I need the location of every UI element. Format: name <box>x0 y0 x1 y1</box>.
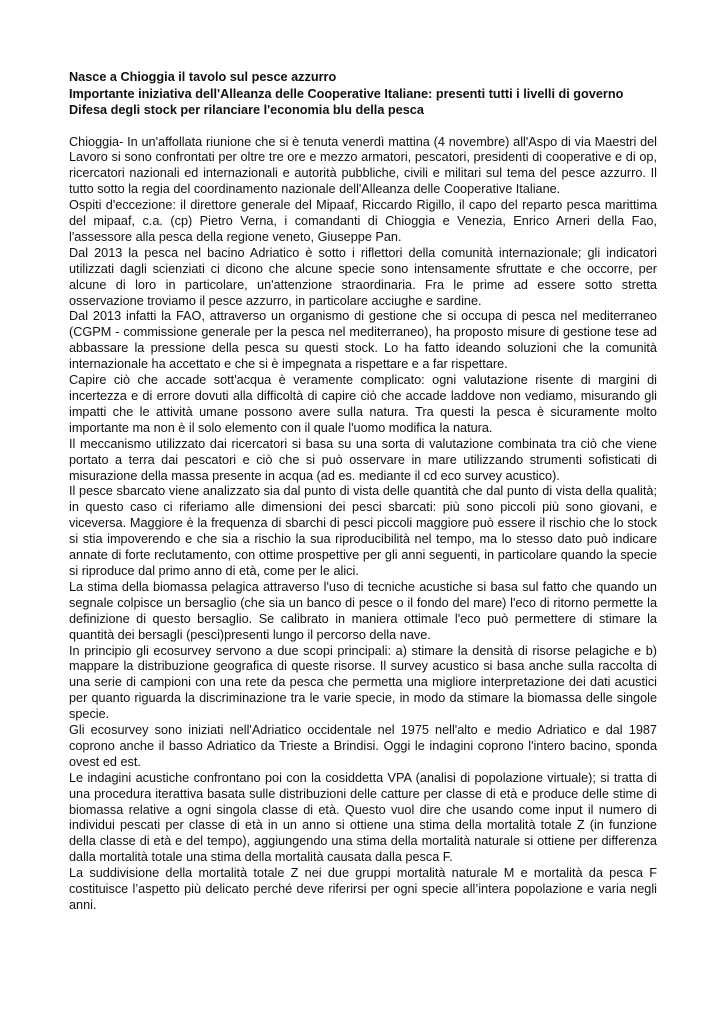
paragraph: Dal 2013 infatti la FAO, attraverso un organismo di gestione che si occupa di pesca nel mediterraneo (CGPM - commissione generale per la pesca nel mediterraneo), ha proposto misure di gestione tese ad abbassare la pressione della pesca su questi stock. Lo ha fatto ideando soluzioni che la comunità internazionale ha accettato e che si è impegnata a rispettare e a far rispettare. <box>69 309 657 372</box>
spacer <box>69 119 657 135</box>
subheadline-2: Difesa degli stock per rilanciare l'economia blu della pesca <box>69 103 424 117</box>
paragraph: La stima della biomassa pelagica attraverso l'uso di tecniche acustiche si basa sul fatto che quando un segnale colpisce un bersaglio (che sia un banco di pesce o il fondo del mare) l'eco di ritorno permette la definizione di questo bersaglio. Se calibrato in maniera ottimale l'eco può permettere di stimare la quantità dei bersagli (pesci)presenti lungo il percorso della nave. <box>69 579 657 642</box>
paragraph: Chioggia- In un'affollata riunione che si è tenuta venerdì mattina (4 novembre) all'Aspo di via Maestri del Lavoro si sono confrontati per oltre tre ore e mezzo armatori, pescatori, presidenti di cooperative e di op, ricercatori nazionali ed internazionali e autorità pubbliche, civili e militari sul tema del pesce azzurro. Il tutto sotto la regia del coordinamento nazionale dell'Alleanza delle Cooperative Italiane. <box>69 134 657 197</box>
paragraph: La suddivisione della mortalità totale Z nei due gruppi mortalità naturale M e mortalità da pesca F costituisce l’aspetto più delicato perché deve riferirsi per ogni specie all’intera popolazione e varia negli anni. <box>69 866 657 912</box>
paragraph: Il meccanismo utilizzato dai ricercatori si basa su una sorta di valutazione combinata tra ciò che viene portato a terra dai pescatori e ciò che si può osservare in mare utilizzando strumenti sofisticati di misurazione della massa presente in acqua (ad es. mediante il cd eco survey acustico). <box>69 436 657 483</box>
paragraph: Dal 2013 la pesca nel bacino Adriatico è sotto i riflettori della comunità internazionale; gli indicatori utilizzati dagli scienziati ci dicono che alcune specie sono intensamente sfruttate e che occorre, per alcune di loro in particolare, un'attenzione straordinaria. Fra le prime ad essere sotto stretta osservazione troviamo il pesce azzurro, in particolare acciughe e sardine. <box>69 245 657 308</box>
paragraph: Le indagini acustiche confrontano poi con la cosiddetta VPA (analisi di popolazione virtuale); si tratta di una procedura iterattiva basata sulle distribuzioni delle catture per classe di età e produce delle stime di biomassa relative a ogni singola classe di età. Questo vuol dire che usando come input il numero di individui pescati per classe di età in un anno si ottiene una stima della mortalità totale Z (in funzione della classe di età e del tempo), aggiungendo una stima della mortalità naturale si ottiene per differenza dalla mortalità totale una stima della mortalità causata dalla pesca F. <box>69 770 657 865</box>
paragraph: Ospiti d'eccezione: il direttore generale del Mipaaf, Riccardo Rigillo, il capo del reparto pesca marittima del mipaaf, c.a. (cp) Pietro Verna, i comandanti di Chioggia e Venezia, Enrico Arneri della Fao, l'assessore alla pesca della regione veneto, Giuseppe Pan. <box>69 198 657 244</box>
document-page <box>69 69 657 914</box>
paragraph: Capire ciò che accade sott'acqua è veramente complicato: ogni valutazione risente di margini di incertezza e di errore dovuti alla difficoltà di capire ciò che accade laddove non vediamo, misurando gli impatti che le attività umane possono avere sulla natura. Tra questi la pesca è sicuramente molto importante ma non è il solo elemento con il quale l'uomo modifica la natura. <box>69 373 657 435</box>
subheadline: Importante iniziativa dell'Alleanza delle Cooperative Italiane: presenti tutti i livelli di governo <box>69 86 624 101</box>
paragraph: Gli ecosurvey sono iniziati nell'Adriatico occidentale nel 1975 nell'alto e medio Adriatico e dal 1987 coprono anche il basso Adriatico da Trieste a Brindisi. Oggi le indagini coprono l'intero bacino, sponda ovest ed est. <box>69 723 657 769</box>
paragraph: Il pesce sbarcato viene analizzato sia dal punto di vista delle quantità che dal punto di vista della qualità; in questo caso ci riferiamo alle dimensioni dei pesci sbarcati: più sono piccoli più sono giovani, e viceversa. Maggiore è la frequenza di sbarchi di pesci piccoli maggiore può essere il rischio che lo stock si stia impoverendo e che sia a rischio la sua riproducibilità nel tempo, ma lo stesso dato può indicare annate di forte reclutamento, con ottime prospettive per gli anni seguenti, in particolare quando la specie si riproduce dal primo anno di età, come per le alici. <box>69 484 657 578</box>
paragraph: In principio gli ecosurvey servono a due scopi principali: a) stimare la densità di risorse pelagiche e b) mappare la distribuzione geografica di queste risorse. Il survey acustico si basa anche sulla raccolta di una serie di campioni con una rete da pesca che permetta una migliore interpretazione dei dati acustici per quanto riguarda la discriminazione tra le varie specie, in modo da stimare la biomassa delle singole specie. <box>69 643 657 722</box>
headline: Nasce a Chioggia il tavolo sul pesce azzurro <box>69 70 337 84</box>
